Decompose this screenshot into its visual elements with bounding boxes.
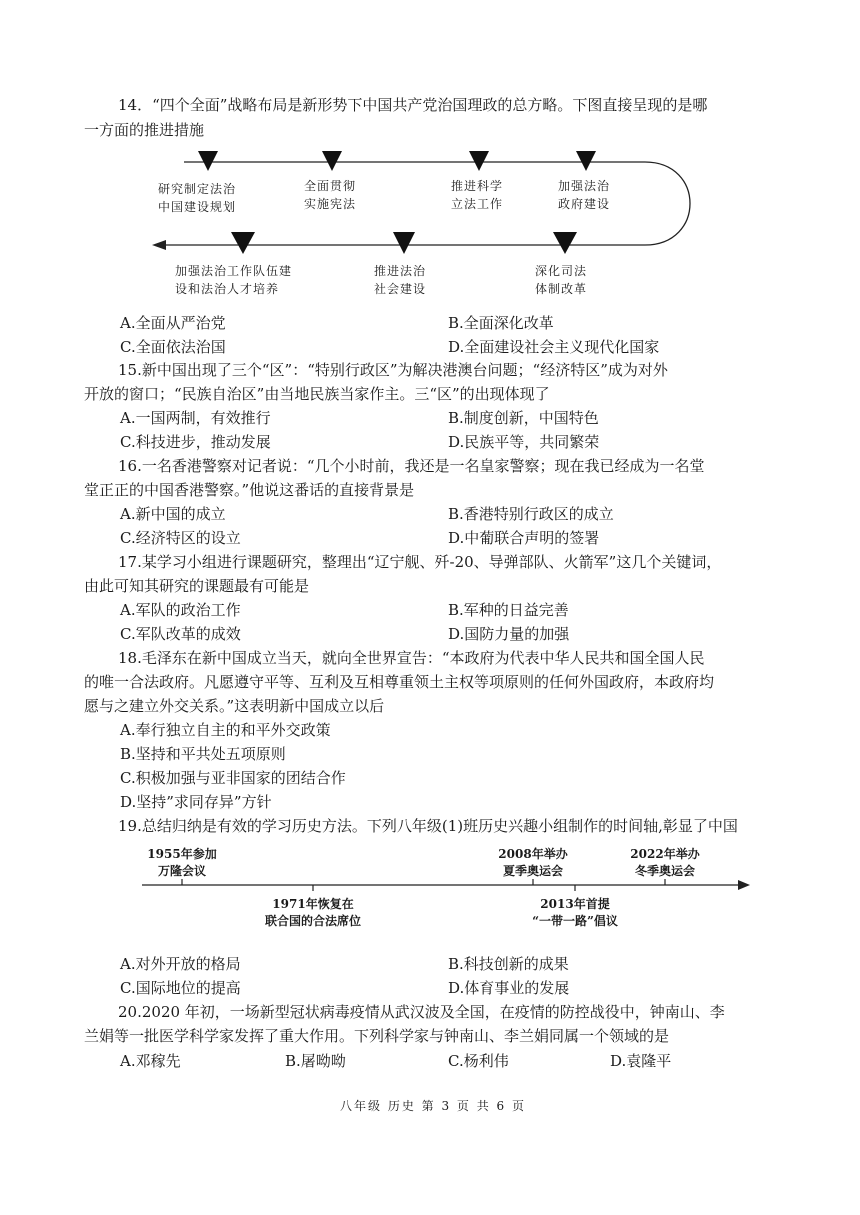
flow-label-top-4: 加强法治 政府建设 (558, 179, 611, 211)
q16-option-b[interactable]: B.香港特别行政区的成立 (448, 505, 614, 523)
timeline-label-2013: 2013年首提 “一带一路”倡议 (532, 897, 618, 928)
q16-option-d[interactable]: D.中葡联合声明的签署 (448, 529, 600, 547)
flow-marker-top-2 (322, 151, 342, 171)
q16-option-c[interactable]: C.经济特区的设立 (120, 529, 241, 547)
q14-option-b[interactable]: B.全面深化改革 (448, 314, 554, 332)
q15-stem-line1: 15.新中国出现了三个“区”：“特别行政区”为解决港澳台问题；“经济特区”成为对外 (118, 361, 668, 379)
q17-option-c[interactable]: C.军队改革的成效 (120, 625, 241, 643)
flow-label-bottom-1: 加强法治工作队伍建 设和法治人才培养 (175, 264, 293, 296)
q15-option-b[interactable]: B.制度创新，中国特色 (448, 409, 599, 427)
q16-option-a[interactable]: A.新中国的成立 (120, 505, 226, 523)
q18-stem-line2: 的唯一合法政府。凡愿遵守平等、互利及互相尊重领土主权等项原则的任何外国政府，本政府均 (84, 673, 715, 691)
timeline-label-2008: 2008年举办 夏季奥运会 (498, 847, 568, 878)
q17-option-d[interactable]: D.国防力量的加强 (448, 625, 570, 643)
flow-curve (645, 162, 690, 245)
q14-option-a[interactable]: A.全面从严治党 (120, 314, 226, 332)
flow-label-bottom-2: 推进法治 社会建设 (374, 264, 427, 296)
q19-option-a[interactable]: A.对外开放的格局 (120, 955, 241, 973)
q18-option-d[interactable]: D.坚持”求同存异”方针 (120, 793, 272, 811)
q19-option-c[interactable]: C.国际地位的提高 (120, 979, 241, 997)
q14-stem-line1: 14．“四个全面”战略布局是新形势下中国共产党治国理政的总方略。下图直接呈现的是哪 (118, 96, 708, 114)
q19-option-b[interactable]: B.科技创新的成果 (448, 955, 569, 973)
flow-arrowhead (152, 240, 166, 250)
q20-option-a[interactable]: A.邓稼先 (120, 1052, 181, 1070)
q15-option-c[interactable]: C.科技进步，推动发展 (120, 433, 271, 451)
flow-marker-bottom-2 (393, 232, 415, 254)
flow-label-top-3: 推进科学 立法工作 (451, 179, 504, 211)
q20-option-d[interactable]: D.袁隆平 (610, 1052, 672, 1070)
timeline-arrowhead (738, 880, 750, 890)
q18-option-a[interactable]: A.奉行独立自主的和平外交政策 (120, 721, 331, 739)
flow-label-top-1: 研究制定法治 中国建设规划 (158, 182, 237, 214)
flow-marker-top-4 (576, 151, 596, 171)
timeline-label-2022: 2022年举办 冬季奥运会 (630, 847, 700, 878)
q18-stem-line1: 18.毛泽东在新中国成立当天，就向全世界宣告：“本政府为代表中华人民共和国全国人民 (118, 649, 705, 667)
timeline-label-1955: 1955年参加 万隆会议 (147, 847, 217, 878)
q15-stem-line2: 开放的窗口；“民族自治区”由当地民族当家作主。三“区”的出现体现了 (84, 385, 550, 403)
flow-label-top-2: 全面贯彻 实施宪法 (304, 179, 357, 211)
q17-stem-line2: 由此可知其研究的课题最有可能是 (84, 577, 310, 595)
q20-stem-line2: 兰娟等一批医学科学家发挥了重大作用。下列科学家与钟南山、李兰娟同属一个领域的是 (84, 1027, 670, 1045)
q18-option-c[interactable]: C.积极加强与亚非国家的团结合作 (120, 769, 346, 787)
q14-stem-line2: 一方面的推进措施 (84, 121, 205, 139)
q20-option-b[interactable]: B.屠呦呦 (285, 1052, 346, 1070)
q16-stem-line1: 16.一名香港警察对记者说：“几个小时前，我还是一名皇家警察；现在我已经成为一名堂 (118, 457, 705, 475)
q19-option-d[interactable]: D.体育事业的发展 (448, 979, 570, 997)
q19-timeline (142, 879, 750, 891)
flow-marker-bottom-1 (231, 232, 255, 254)
flow-label-bottom-3: 深化司法 体制改革 (535, 264, 588, 296)
q17-stem-line1: 17.某学习小组进行课题研究，整理出“辽宁舰、歼-20、导弹部队、火箭军”这几个关键词， (118, 553, 722, 571)
q20-stem-line1: 20.2020 年初，一场新型冠状病毒疫情从武汉波及全国，在疫情的防控战役中，钟南山、李 (118, 1003, 725, 1021)
q14-option-d[interactable]: D.全面建设社会主义现代化国家 (448, 338, 660, 356)
flow-marker-top-1 (198, 151, 218, 171)
flow-marker-bottom-3 (553, 232, 577, 254)
q16-stem-line2: 堂正正的中国香港警察。”他说这番话的直接背景是 (84, 481, 415, 499)
q18-stem-line3: 愿与之建立外交关系。”这表明新中国成立以后 (84, 697, 385, 715)
q15-option-d[interactable]: D.民族平等，共同繁荣 (448, 433, 600, 451)
q17-option-a[interactable]: A.军队的政治工作 (120, 601, 241, 619)
q18-option-b[interactable]: B.坚持和平共处五项原则 (120, 745, 286, 763)
q20-option-c[interactable]: C.杨利伟 (448, 1052, 509, 1070)
q15-option-a[interactable]: A.一国两制，有效推行 (120, 409, 271, 427)
flow-marker-top-3 (469, 151, 489, 171)
q14-option-c[interactable]: C.全面依法治国 (120, 338, 226, 356)
timeline-label-1971: 1971年恢复在 联合国的合法席位 (264, 897, 361, 928)
page-footer: 八年级 历史 第 3 页 共 6 页 (340, 1099, 526, 1113)
q17-option-b[interactable]: B.军种的日益完善 (448, 601, 569, 619)
q19-stem-line1: 19.总结归纳是有效的学习历史方法。下列八年级(1)班历史兴趣小组制作的时间轴,彰显了中国 (118, 817, 738, 835)
